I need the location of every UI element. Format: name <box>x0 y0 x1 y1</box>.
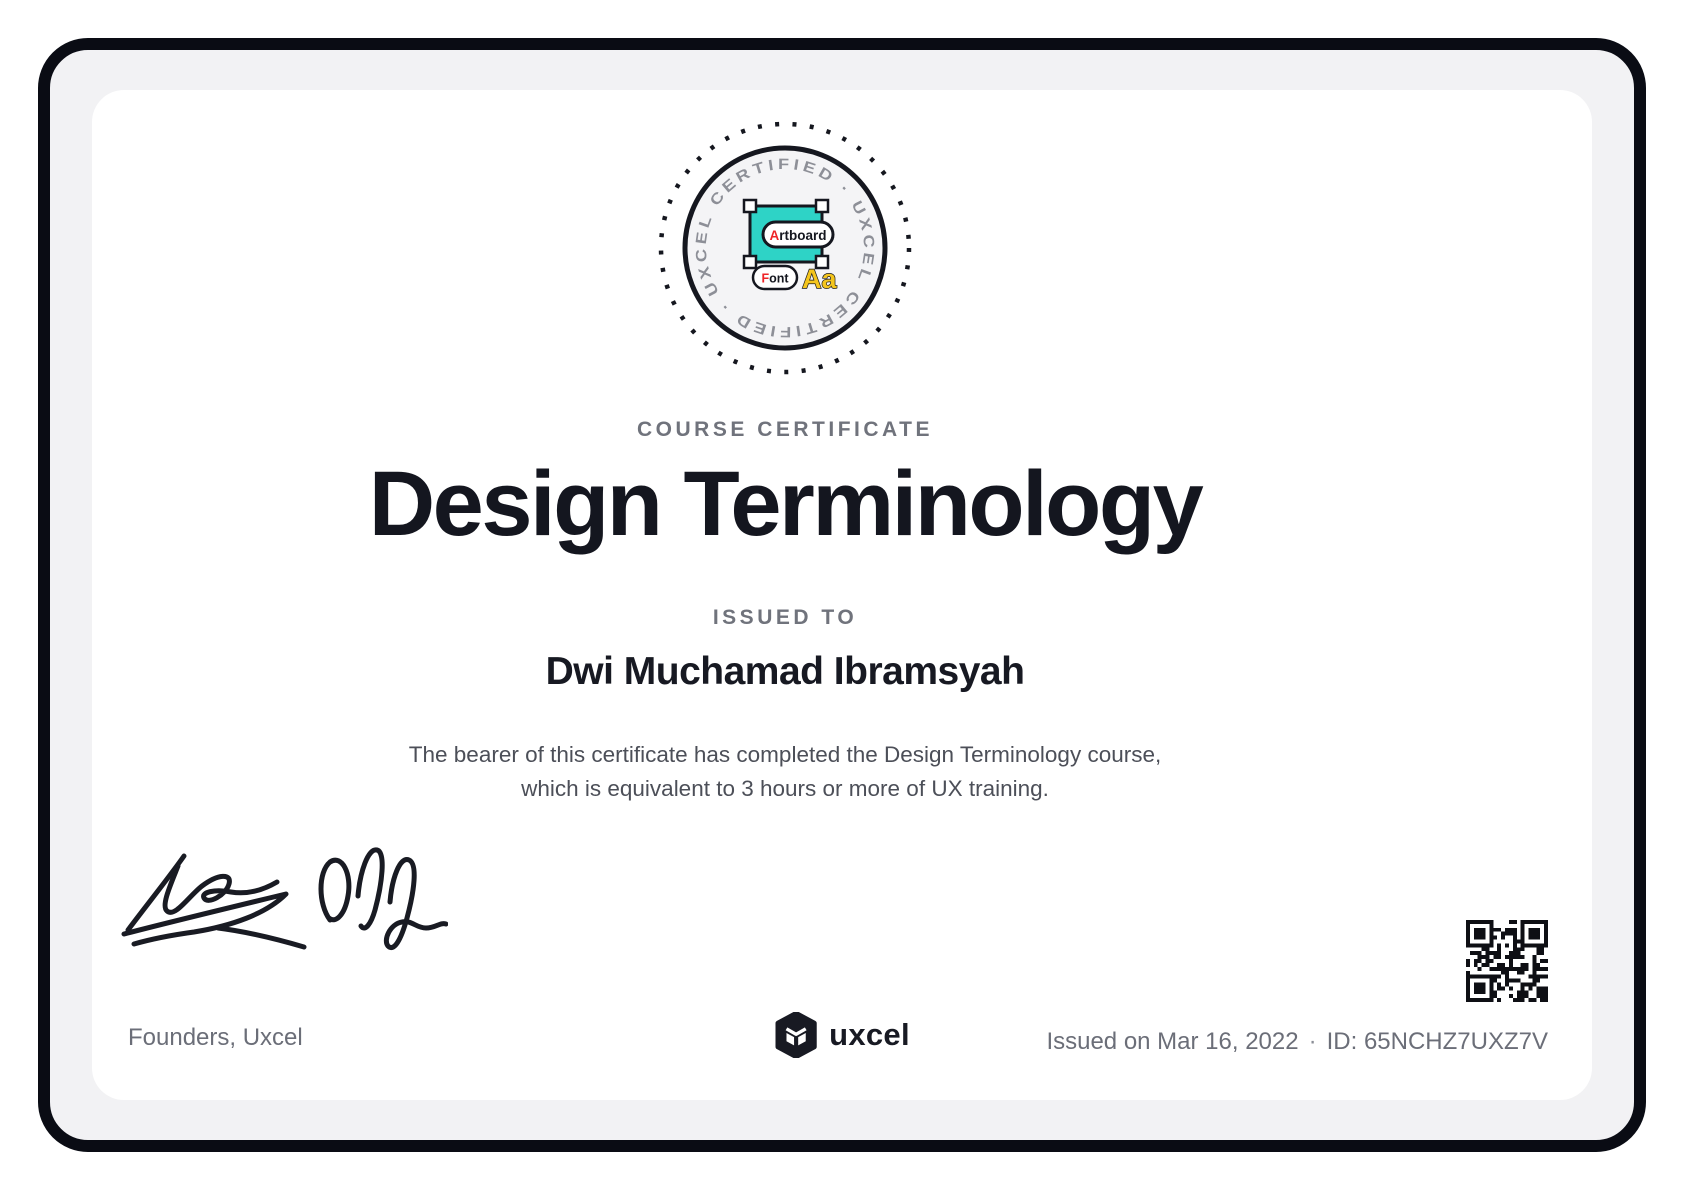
uxcel-logo-icon <box>774 1012 818 1058</box>
certificate-description <box>92 738 1478 806</box>
badge-ring-text: UXCEL CERTIFIED · UXCEL CERTIFIED · <box>692 155 878 341</box>
dot-separator: · <box>1308 1028 1317 1055</box>
issued-to-label: ISSUED TO <box>712 605 858 629</box>
type-sample-text: Aa <box>802 264 837 294</box>
description-line-1: The bearer of this certificate has completed the Design Terminology course, <box>408 741 1162 767</box>
founders-signatures <box>118 834 448 966</box>
certification-badge <box>657 120 913 376</box>
issued-date-text: Issued on Mar 16, 2022 <box>1046 1028 1299 1055</box>
artboard-illustration <box>744 200 837 294</box>
founders-label: Founders, Uxcel <box>128 1024 303 1051</box>
certificate-id-text: ID: 65NCHZ7UXZ7V <box>1326 1028 1548 1055</box>
uxcel-logo <box>774 1012 910 1058</box>
signature-icon <box>118 834 448 966</box>
svg-text:Artboard: Artboard <box>769 228 827 243</box>
certificate-card <box>92 90 1592 1100</box>
qr-code <box>1466 920 1548 1002</box>
issue-info <box>1046 920 1548 1056</box>
svg-text:Font: Font <box>761 271 789 286</box>
course-title: Design Terminology <box>368 453 1202 555</box>
uxcel-wordmark: uxcel <box>829 1017 910 1052</box>
recipient-name: Dwi Muchamad Ibramsyah <box>545 649 1025 693</box>
description-line-2: which is equivalent to 3 hours or more of UX training. <box>521 775 1049 801</box>
course-certificate-label: COURSE CERTIFICATE <box>637 418 933 441</box>
certificate-content <box>92 90 1478 806</box>
